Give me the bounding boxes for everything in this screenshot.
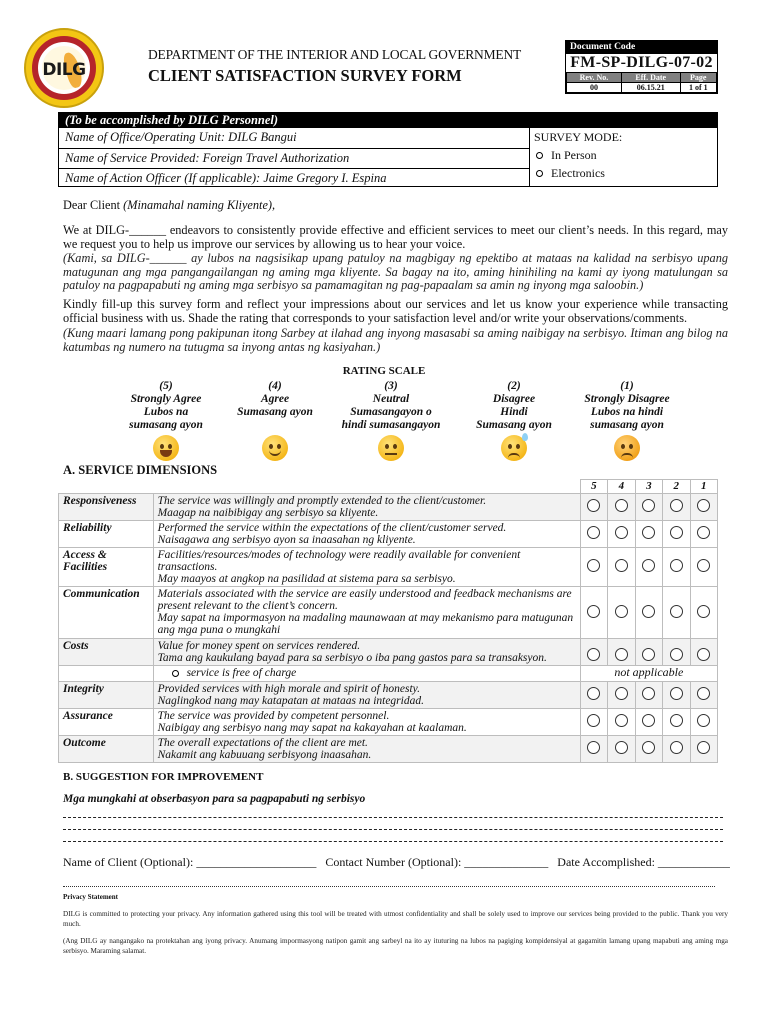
rating-radio-4[interactable] [615, 648, 628, 661]
rating-radio-5[interactable] [587, 499, 600, 512]
in-person-label: In Person [551, 148, 597, 162]
letter-paragraph-1-fil: (Kami, sa DILG-______ ay lubos na nagsisikap upang patuloy na magbigay ng epektibo at mataas na kalidad na serbisyo upang matugunan ang mga pangangailangan ng aming mga kliyente. Sa bagay na ito, aming hinihiling na kami ay iyong matulungan sa patuloy na pagpapabuti ng aming mga serbisyo sa pamamagitan ng pag-papaalam sa amin ng inyong mga saloobin.) [63, 251, 728, 292]
dimension-description [153, 548, 580, 587]
dimension-label: Outcome [59, 736, 154, 763]
rating-radio-2[interactable] [670, 687, 683, 700]
description-fil: Naisagawa ang serbisyo ayon sa inaasahan ng kliyente. [157, 534, 416, 546]
free-of-charge-cell [153, 666, 580, 682]
dimension-label: Costs [59, 639, 154, 666]
rating-level-4 [210, 380, 340, 465]
score-2-header: 2 [663, 480, 690, 494]
dimension-description [153, 494, 580, 521]
survey-mode [529, 128, 717, 186]
not-applicable-label: not applicable [580, 666, 717, 682]
level-en: Disagree [492, 393, 536, 405]
dimension-description [153, 682, 580, 709]
contact-number-label: Contact Number (Optional): [325, 855, 462, 869]
rating-radio-2[interactable] [670, 499, 683, 512]
description-fil: Naglingkod nang may katapatan at mataas na integridad. [157, 695, 424, 707]
table-row-costs [59, 639, 718, 666]
letter-paragraph-1: We at DILG-______ endeavors to consistently provide effective and efficient services to meet our client’s needs. In this regard, may we request you to help us improve our services by allowing us to hear your voice. [63, 223, 728, 251]
level-number: (2) [507, 380, 521, 392]
rating-radio-4[interactable] [615, 741, 628, 754]
description-fil: Naibigay ang serbisyo nang may sapat na kakayahan at kaalaman. [157, 722, 467, 734]
rating-radio-5[interactable] [587, 526, 600, 539]
rating-radio-1[interactable] [697, 605, 710, 618]
neutral-face-icon [378, 435, 404, 461]
smiling-face-icon [262, 435, 288, 461]
rating-radio-5[interactable] [587, 687, 600, 700]
survey-mode-electronics[interactable] [534, 166, 717, 181]
level-en: Neutral [372, 393, 410, 405]
rating-radio-2[interactable] [670, 605, 683, 618]
suggestion-line-3[interactable] [63, 841, 723, 842]
rating-radio-1[interactable] [697, 526, 710, 539]
dimension-description [153, 736, 580, 763]
level-fil: Sumasang ayon [237, 406, 313, 418]
blank-header [59, 480, 581, 494]
logo-text: DILG [42, 60, 86, 80]
rating-radio-3[interactable] [642, 741, 655, 754]
dimension-label: Reliability [59, 521, 154, 548]
section-b-subtitle: Mga mungkahi at obserbasyon para sa pagpapabuti ng serbisyo [63, 793, 366, 805]
level-number: (3) [384, 380, 398, 392]
downcast-sweat-face-icon [501, 435, 527, 461]
level-en: Strongly Disagree [584, 393, 670, 405]
level-en: Strongly Agree [130, 393, 202, 405]
personnel-info-box [58, 112, 718, 187]
dimension-label: Assurance [59, 709, 154, 736]
rating-radio-3[interactable] [642, 687, 655, 700]
grinning-face-icon [153, 435, 179, 461]
survey-mode-in-person[interactable] [534, 148, 717, 163]
dimension-description [153, 639, 580, 666]
rating-radio-5[interactable] [587, 741, 600, 754]
level-fil: Sumasang ayon [476, 419, 552, 431]
table-row-free-of-charge [59, 666, 718, 682]
rating-radio-3[interactable] [642, 526, 655, 539]
dimension-label: Integrity [59, 682, 154, 709]
rating-radio-1[interactable] [697, 559, 710, 572]
privacy-title: Privacy Statement [63, 893, 119, 901]
rev-no-value: 00 [567, 83, 622, 93]
table-row-assurance [59, 709, 718, 736]
level-fil: Hindi [500, 406, 528, 418]
description-fil: Tama ang kaukulang bayad para sa serbisyo o iba pang gastos para sa transaksyon. [157, 652, 547, 664]
form-title: CLIENT SATISFACTION SURVEY FORM [148, 66, 462, 85]
description-fil: Nakamit ang kabuuang serbisyong inaasahan. [157, 749, 372, 761]
rating-radio-3[interactable] [642, 605, 655, 618]
rating-radio-3[interactable] [642, 648, 655, 661]
rating-radio-5[interactable] [587, 559, 600, 572]
radio-in-person[interactable] [536, 152, 543, 159]
client-info-line [63, 855, 730, 870]
dimension-description [153, 587, 580, 639]
description-en: Facilities/resources/modes of technology were readily available for convenient transactions. [157, 549, 521, 573]
rating-radio-3[interactable] [642, 714, 655, 727]
description-fil: May maayos at angkop na pasilidad at sistema para sa serbisyo. [157, 573, 456, 585]
rating-radio-5[interactable] [587, 648, 600, 661]
rating-radio-4[interactable] [615, 687, 628, 700]
rating-radio-4[interactable] [615, 559, 628, 572]
radio-electronics[interactable] [536, 170, 543, 177]
rating-level-2 [449, 380, 579, 465]
description-en: Value for money spent on services rendered. [157, 640, 361, 652]
level-en: Agree [260, 393, 290, 405]
section-a-title: A. SERVICE DIMENSIONS [63, 463, 218, 477]
section-b-title: B. SUGGESTION FOR IMPROVEMENT [63, 771, 264, 783]
rating-radio-1[interactable] [697, 741, 710, 754]
rating-radio-1[interactable] [697, 714, 710, 727]
rating-radio-2[interactable] [670, 559, 683, 572]
personnel-heading: (To be accomplished by DILG Personnel) [59, 113, 717, 128]
score-header-row [59, 480, 718, 494]
table-row-integrity [59, 682, 718, 709]
score-1-header: 1 [690, 480, 717, 494]
document-code-box [565, 40, 718, 94]
rating-level-1 [562, 380, 692, 465]
level-fil: hindi sumasangayon [341, 419, 441, 431]
suggestion-line-2[interactable] [63, 829, 723, 830]
privacy-statement-en: DILG is committed to protecting your privacy. Any information gathered using this tool will be treated with utmost confidentiality and shall be solely used to improve our services being provided to the public. Thank you very much. [63, 910, 728, 928]
electronics-label: Electronics [551, 166, 605, 180]
privacy-statement-fil: (Ang DILG ay nangangako na protektahan ang iyong privacy. Anumang impormasyong natipon gamit ang sarbeyl na ito ay ituturing na lubos na pagiging kompidensiyal at gagamitin lamang upang mapabuti ang aming mga serbisyo. Maraming salamat. [63, 937, 728, 955]
client-name-field[interactable]: ____________________ [196, 855, 317, 869]
rating-radio-4[interactable] [615, 605, 628, 618]
score-3-header: 3 [635, 480, 662, 494]
document-code-label: Document Code [566, 41, 717, 54]
rating-radio-5[interactable] [587, 714, 600, 727]
rating-radio-2[interactable] [670, 648, 683, 661]
level-number: (5) [159, 380, 173, 392]
eff-date-header: Eff. Date [621, 73, 680, 83]
rating-radio-2[interactable] [670, 741, 683, 754]
salutation-en: Dear Client [63, 198, 121, 212]
level-fil-empty [210, 419, 340, 432]
dilg-logo [24, 28, 104, 108]
level-number: (1) [620, 380, 634, 392]
rating-radio-4[interactable] [615, 499, 628, 512]
level-number: (4) [268, 380, 282, 392]
rating-radio-1[interactable] [697, 687, 710, 700]
action-officer-field[interactable]: Name of Action Officer (If applicable): Jaime Gregory I. Espina [59, 168, 529, 188]
page-header: Page [680, 73, 716, 83]
level-fil: Lubos na hindi [590, 406, 664, 418]
level-fil: sumasang ayon [129, 419, 203, 431]
blank-cell [59, 666, 154, 682]
score-4-header: 4 [608, 480, 635, 494]
suggestion-line-1[interactable] [63, 817, 723, 818]
description-fil: Maagap na naibibigay ang serbisyo sa kliyente. [157, 507, 379, 519]
table-row-outcome [59, 736, 718, 763]
rating-radio-4[interactable] [615, 714, 628, 727]
description-en: Performed the service within the expectations of the client/customer served. [157, 522, 507, 534]
rating-radio-3[interactable] [642, 559, 655, 572]
rating-radio-2[interactable] [670, 526, 683, 539]
dimension-description [153, 521, 580, 548]
contact-number-field[interactable]: ______________ [464, 855, 549, 869]
rating-radio-5[interactable] [587, 605, 600, 618]
angry-face-icon [614, 435, 640, 461]
rating-radio-2[interactable] [670, 714, 683, 727]
date-accomplished-field[interactable]: ____________ [657, 855, 730, 869]
description-fil: May sapat na impormasyon na madaling maunawaan at may mekanismo para matugunan ang mga puna o mungkahi [157, 612, 574, 636]
rating-radio-4[interactable] [615, 526, 628, 539]
letter-paragraph-2: Kindly fill-up this survey form and reflect your impressions about our services and let us know your experience while transacting official business with us. Shade the rating that corresponds to your satisfaction level and/or write your observations/comments. [63, 297, 728, 325]
dimension-description [153, 709, 580, 736]
department-name: DEPARTMENT OF THE INTERIOR AND LOCAL GOVERNMENT [148, 47, 522, 62]
rating-scale-title: RATING SCALE [342, 365, 426, 377]
level-fil: sumasang ayon [590, 419, 664, 431]
rating-radio-1[interactable] [697, 648, 710, 661]
table-row-communication [59, 587, 718, 639]
rating-radio-3[interactable] [642, 499, 655, 512]
service-dimensions-table [58, 479, 718, 763]
cut-line-divider [63, 886, 715, 887]
client-name-label: Name of Client (Optional): [63, 855, 194, 869]
rating-radio-1[interactable] [697, 499, 710, 512]
salutation-fil: (Minamahal naming Kliyente), [123, 198, 276, 212]
level-fil: Lubos na [143, 406, 189, 418]
description-en: The service was willingly and promptly extended to the client/customer. [157, 495, 487, 507]
free-of-charge-option[interactable] [158, 667, 576, 679]
level-fil: Sumasangayon o [350, 406, 432, 418]
rev-no-header: Rev. No. [567, 73, 622, 83]
table-row-access-facilities [59, 548, 718, 587]
rating-level-3 [326, 380, 456, 465]
description-en: Materials associated with the service are easily understood and feedback mechanisms are present relevant to the client’s concern. [157, 588, 572, 612]
survey-mode-label: SURVEY MODE: [534, 130, 623, 144]
description-en: Provided services with high morale and spirit of honesty. [157, 683, 421, 695]
salutation [63, 199, 728, 213]
radio-free-of-charge[interactable] [172, 670, 179, 677]
dimension-label: Communication [59, 587, 154, 639]
dimension-label: Access & Facilities [59, 548, 154, 587]
eff-date-value: 06.15.21 [621, 83, 680, 93]
document-meta-table [566, 72, 717, 93]
letter-paragraph-2-fil: (Kung maari lamang pong pakipunan itong Sarbey at ilahad ang inyong masasabi sa aming naibigay na serbisyo. Itiman ang bilog na katumbas ng numero na tutugma sa inyong antas ng kasiyahan.) [63, 326, 728, 354]
free-of-charge-label: service is free of charge [186, 667, 297, 679]
service-field[interactable]: Name of Service Provided: Foreign Travel Authorization [59, 148, 529, 168]
date-accomplished-label: Date Accomplished: [557, 855, 655, 869]
description-en: The overall expectations of the client are met. [157, 737, 368, 749]
description-en: The service was provided by competent personnel. [157, 710, 390, 722]
dimension-label: Responsiveness [59, 494, 154, 521]
table-row-reliability [59, 521, 718, 548]
page-value: 1 of 1 [680, 83, 716, 93]
office-field[interactable]: Name of Office/Operating Unit: DILG Bangui [65, 130, 297, 144]
document-code-value: FM-SP-DILG-07-02 [570, 54, 713, 71]
score-5-header: 5 [580, 480, 607, 494]
table-row-responsiveness [59, 494, 718, 521]
